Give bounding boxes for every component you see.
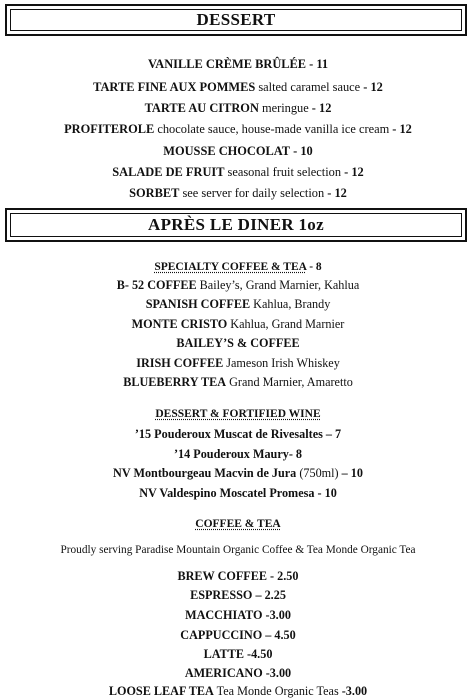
coffee-item-name: BREW COFFEE - 2.50 <box>177 569 299 583</box>
dessert-item <box>0 121 476 137</box>
specialty-heading <box>0 259 476 275</box>
dessert-item-name: PROFITEROLE <box>64 122 155 136</box>
dessert-item <box>0 100 476 116</box>
coffee-heading <box>0 516 476 532</box>
specialty-price: - 8 <box>309 261 322 273</box>
coffee-item-name: MACCHIATO -3.00 <box>185 608 291 622</box>
coffee-item <box>0 665 476 681</box>
dessert-item-name: SORBET <box>129 186 180 200</box>
dessert-item-desc: meringue <box>261 101 309 115</box>
specialty-item <box>0 335 476 351</box>
dessert-item-price: - 12 <box>327 186 347 200</box>
dessert-item <box>0 79 476 95</box>
specialty-item-desc: Bailey’s, Grand Marnier, Kahlua <box>199 278 360 292</box>
dessert-item <box>0 164 476 180</box>
wine-item <box>0 485 476 501</box>
dessert-item-price: - 10 <box>293 144 313 158</box>
coffee-item <box>0 568 476 584</box>
specialty-item <box>0 277 476 293</box>
specialty-item-desc: Kahlua, Grand Marnier <box>230 317 345 331</box>
coffee-item-name: CAPPUCCINO – 4.50 <box>180 628 296 642</box>
coffee-item-name: AMERICANO -3.00 <box>184 666 292 680</box>
dessert-item-price: - 12 <box>392 122 412 136</box>
coffee-item <box>0 587 476 603</box>
dessert-item-price: - 12 <box>363 80 383 94</box>
coffee-item-name: LOOSE LEAF TEA <box>108 684 214 698</box>
dessert-item <box>0 56 476 72</box>
dessert-item-desc: salted caramel sauce <box>258 80 361 94</box>
dessert-item <box>0 143 476 159</box>
apres-title: APRÈS LE DINER 1oz <box>148 215 324 234</box>
dessert-item-name: TARTE AU CITRON <box>144 101 259 115</box>
specialty-item <box>0 355 476 371</box>
wine-heading <box>0 406 476 422</box>
dessert-item-name: MOUSSE CHOCOLAT <box>163 144 291 158</box>
apres-header-box <box>5 208 467 242</box>
specialty-heading-text: SPECIALTY COFFEE & TEA <box>154 261 307 273</box>
dessert-item-desc: see server for daily selection <box>182 186 325 200</box>
specialty-item <box>0 374 476 390</box>
coffee-item <box>0 627 476 643</box>
dessert-item-price: - 12 <box>311 101 332 115</box>
dessert-item-desc: chocolate sauce, house-made vanilla ice cream <box>157 122 390 136</box>
specialty-item-name: SPANISH COFFEE <box>145 297 251 311</box>
wine-item <box>0 426 476 442</box>
dessert-header-box <box>5 4 467 36</box>
wine-item-name: ’14 Pouderoux Maury- 8 <box>173 447 303 461</box>
specialty-item-name: IRISH COFFEE <box>136 356 224 370</box>
dessert-item-name: TARTE FINE AUX POMMES <box>93 80 256 94</box>
coffee-heading-text: COFFEE & TEA <box>195 518 281 530</box>
specialty-item-name: BAILEY’S & COFFEE <box>176 336 300 350</box>
specialty-item-name: BLUEBERRY TEA <box>123 375 227 389</box>
specialty-item <box>0 316 476 332</box>
specialty-item <box>0 296 476 312</box>
coffee-item-name: LATTE -4.50 <box>203 647 273 661</box>
specialty-item-name: MONTE CRISTO <box>131 317 228 331</box>
coffee-item-price: -3.00 <box>341 684 368 698</box>
dessert-item-desc: seasonal fruit selection <box>227 165 342 179</box>
dessert-title: DESSERT <box>196 10 276 29</box>
coffee-item-desc: Tea Monde Organic Teas <box>216 684 339 698</box>
dessert-item-price: - 12 <box>344 165 364 179</box>
dessert-item-name: VANILLE CRÈME BRÛLÉE <box>147 57 307 71</box>
coffee-item <box>0 607 476 623</box>
coffee-item-name: ESPRESSO – 2.25 <box>190 588 286 602</box>
coffee-intro: Proudly serving Paradise Mountain Organic Coffee & Tea Monde Organic Tea <box>60 544 416 556</box>
specialty-item-name: B- 52 COFFEE <box>116 278 197 292</box>
coffee-item <box>0 683 476 699</box>
wine-item-name: ’15 Pouderoux Muscat de Rivesaltes – 7 <box>134 427 342 441</box>
wine-item-name: NV Valdespino Moscatel Promesa - 10 <box>139 486 337 500</box>
wine-heading-text: DESSERT & FORTIFIED WINE <box>155 408 321 420</box>
wine-item <box>0 446 476 462</box>
wine-item-size: (750ml) <box>299 466 339 480</box>
specialty-item-desc: Kahlua, Brandy <box>253 297 331 311</box>
coffee-item <box>0 646 476 662</box>
specialty-item-desc: Grand Marnier, Amaretto <box>229 375 353 389</box>
wine-item-price: – 10 <box>341 466 363 480</box>
wine-item <box>0 465 476 481</box>
dessert-item-price: - 11 <box>309 57 329 71</box>
wine-item-name: NV Montbourgeau Macvin de Jura <box>113 466 297 480</box>
specialty-item-desc: Jameson Irish Whiskey <box>226 356 340 370</box>
dessert-item-name: SALADE DE FRUIT <box>112 165 225 179</box>
dessert-item <box>0 185 476 201</box>
